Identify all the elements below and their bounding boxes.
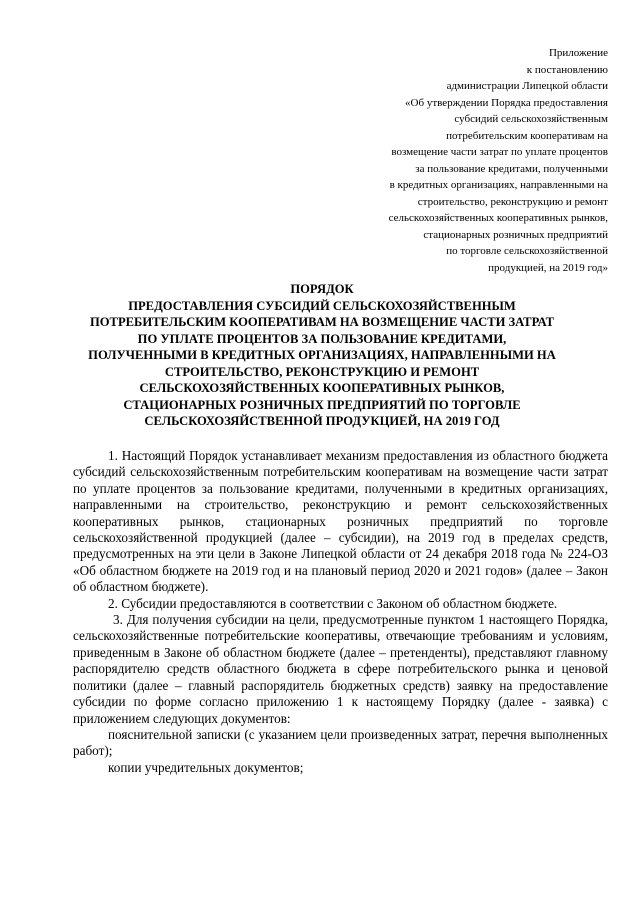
document-list-item: копии учредительных документов; <box>108 759 304 775</box>
appendix-line: к постановлению <box>526 63 608 76</box>
appendix-line: Приложение <box>548 47 608 59</box>
document-body <box>73 448 608 776</box>
title-line: ПО УПЛАТЕ ПРОЦЕНТОВ ЗА ПОЛЬЗОВАНИЕ КРЕДИТАМИ, <box>137 331 507 346</box>
title-line: СТРОИТЕЛЬСТВО, РЕКОНСТРУКЦИЮ И РЕМОНТ <box>164 364 480 379</box>
paragraph-3: 3. Для получения субсидии на цели, предусмотренные пунктом 1 настоящего Порядка, сельскохозяйственные потребительские кооперативы, отвечающие требованиям и условиям, приведенным в Законе об областном бюджете (далее – претенденты), представляют главному распорядителю средств областного бюджета в сфере потребительского рынка и ценовой политики (далее – главный распорядитель бюджетных средств) заявку на предоставление субсидии по форме согласно приложению 1 к настоящему Порядку (далее - заявка) с приложением следующих документов: <box>73 612 608 726</box>
appendix-line: в кредитных организациях, направленными на <box>389 179 608 191</box>
title-line: СЕЛЬСКОХОЗЯЙСТВЕННОЙ ПРОДУКЦИЕЙ, НА 2019 ГОД <box>144 414 500 428</box>
appendix-block <box>308 45 608 276</box>
appendix-line: сельскохозяйственных кооперативных рынков, <box>388 212 608 224</box>
appendix-line: за пользование кредитами, полученными <box>415 162 608 175</box>
appendix-line: по торговле сельскохозяйственной <box>446 245 608 257</box>
title-line: ПРЕДОСТАВЛЕНИЯ СУБСИДИЙ СЕЛЬСКОХОЗЯЙСТВЕННЫМ <box>128 298 516 313</box>
appendix-line: стационарных розничных предприятий <box>423 228 608 241</box>
appendix-line: потребительским кооперативам на <box>446 129 608 142</box>
paragraph-2: 2. Субсидии предоставляются в соответствии с Законом об областном бюджете. <box>108 595 558 611</box>
appendix-line: «Об утверждении Порядка предоставления <box>405 96 608 109</box>
title-line: СТАЦИОНАРНЫХ РОЗНИЧНЫХ ПРЕДПРИЯТИЙ ПО ТОРГОВЛЕ <box>123 397 521 412</box>
appendix-line: субсидий сельскохозяйственным <box>454 113 608 125</box>
document-title <box>72 281 572 430</box>
paragraph-1: 1. Настоящий Порядок устанавливает механизм предоставления из областного бюджета субсидий сельскохозяйственным потребительским кооперативам на возмещение части затрат по уплате процентов за пользование кредитами, полученными в кредитных организациях, направленными на строительство, реконструкцию и ремонт сельскохозяйственных кооперативных рынков, стационарных розничных предприятий по торговле сельскохозяйственной продукцией (далее – субсидии), на 2019 год в пределах средств, предусмотренных на эти цели в Законе Липецкой области от 24 декабря 2018 года № 224-ОЗ «Об областном бюджете на 2019 год и на плановый период 2020 и 2021 годов» (далее – Закон об областном бюджете). <box>73 448 608 595</box>
document-list-item: пояснительной записки (с указанием цели произведенных затрат, перечня выполненных работ); <box>73 726 608 759</box>
appendix-line: администрации Липецкой области <box>446 80 608 92</box>
appendix-line: строительство, реконструкцию и ремонт <box>417 195 608 208</box>
appendix-line: возмещение части затрат по уплате процентов <box>391 146 608 158</box>
title-line: ПОЛУЧЕННЫМИ В КРЕДИТНЫХ ОРГАНИЗАЦИЯХ, НАПРАВЛЕННЫМИ НА <box>88 348 556 362</box>
title-line: ПОТРЕБИТЕЛЬСКИМ КООПЕРАТИВАМ НА ВОЗМЕЩЕНИЕ ЧАСТИ ЗАТРАТ <box>89 315 555 329</box>
appendix-line: продукцией, на 2019 год» <box>488 261 608 274</box>
title-line: СЕЛЬСКОХОЗЯЙСТВЕННЫХ КООПЕРАТИВНЫХ РЫНКОВ, <box>139 381 505 395</box>
title-line: ПОРЯДОК <box>290 282 354 296</box>
